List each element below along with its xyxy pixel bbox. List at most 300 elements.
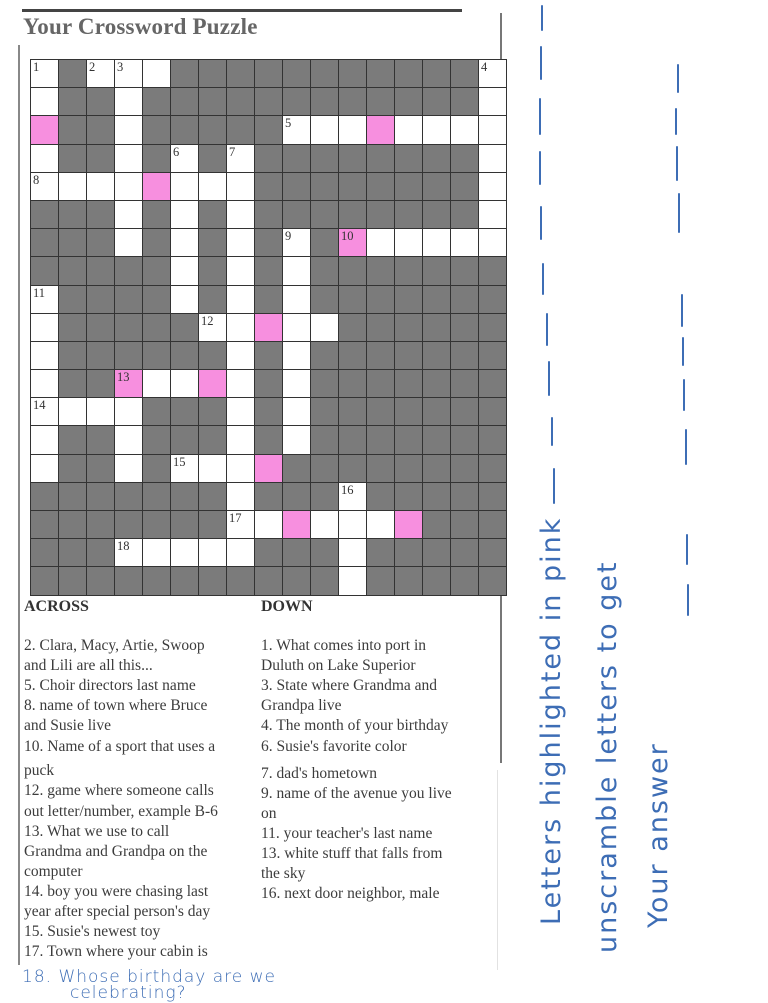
grid-cell-blocked <box>479 567 506 594</box>
answer-blank[interactable] <box>678 193 680 233</box>
grid-cell[interactable] <box>115 173 142 200</box>
grid-cell-blocked <box>367 145 394 172</box>
grid-cell-blocked <box>395 483 422 510</box>
grid-cell-blocked <box>59 342 86 369</box>
grid-cell-blocked <box>451 201 478 228</box>
clue-number: 11 <box>33 285 46 300</box>
grid-cell[interactable] <box>171 455 198 482</box>
grid-cell[interactable] <box>423 116 450 143</box>
across-clue-line: 5. Choir directors last name <box>24 677 196 694</box>
grid-cell-blocked <box>283 60 310 87</box>
clue-number: 3 <box>117 60 124 74</box>
grid-cell[interactable] <box>171 539 198 566</box>
grid-cell-highlighted[interactable] <box>31 116 58 143</box>
grid-cell-blocked <box>227 116 254 143</box>
clue-number: 18 <box>117 539 130 554</box>
grid-cell[interactable] <box>283 342 310 369</box>
grid-cell-blocked <box>311 145 338 172</box>
grid-cell-blocked <box>339 88 366 115</box>
across-clue-line: out letter/number, example B-6 <box>24 803 218 820</box>
grid-cell[interactable] <box>283 229 310 256</box>
grid-cell-blocked <box>199 286 226 313</box>
grid-cell[interactable] <box>115 116 142 143</box>
grid-cell-blocked <box>339 426 366 453</box>
across-clue-line: 17. Town where your cabin is <box>24 943 208 960</box>
grid-cell-blocked <box>423 539 450 566</box>
grid-cell[interactable] <box>115 426 142 453</box>
grid-cell[interactable] <box>199 539 226 566</box>
grid-cell-blocked <box>87 342 114 369</box>
down-clue-line: 13. white stuff that falls from <box>261 845 443 862</box>
grid-cell-highlighted[interactable] <box>339 229 366 256</box>
grid-cell-blocked <box>311 539 338 566</box>
grid-cell[interactable] <box>479 116 506 143</box>
grid-cell-blocked <box>339 60 366 87</box>
grid-cell-blocked <box>143 455 170 482</box>
grid-cell[interactable] <box>339 539 366 566</box>
down-heading: DOWN <box>261 598 313 615</box>
grid-cell-blocked <box>451 539 478 566</box>
answer-blank[interactable] <box>686 534 688 565</box>
across-clue-line: Grandma and Grandpa on the <box>24 843 208 860</box>
grid-cell-blocked <box>367 286 394 313</box>
grid-cell-blocked <box>311 201 338 228</box>
grid-cell[interactable] <box>87 398 114 425</box>
grid-cell-blocked <box>311 88 338 115</box>
grid-cell-blocked <box>255 370 282 397</box>
grid-cell-blocked <box>451 398 478 425</box>
grid-cell-blocked <box>367 426 394 453</box>
grid-cell[interactable] <box>171 201 198 228</box>
grid-cell-blocked <box>143 257 170 284</box>
grid-cell-blocked <box>423 201 450 228</box>
grid-cell-blocked <box>451 511 478 538</box>
grid-cell[interactable] <box>227 201 254 228</box>
grid-cell-blocked <box>339 342 366 369</box>
clue-number: 1 <box>33 60 40 74</box>
answer-blank[interactable] <box>539 98 541 135</box>
grid-cell[interactable] <box>143 60 170 87</box>
grid-cell-blocked <box>199 88 226 115</box>
across-clue-line: and Lili are all this... <box>24 657 153 674</box>
grid-cell-blocked <box>171 426 198 453</box>
grid-cell-blocked <box>395 370 422 397</box>
grid-cell[interactable] <box>227 398 254 425</box>
answer-blank[interactable] <box>542 263 544 295</box>
grid-cell-blocked <box>59 567 86 594</box>
grid-cell-blocked <box>423 257 450 284</box>
answer-blank[interactable] <box>687 584 689 616</box>
grid-cell[interactable] <box>479 60 506 87</box>
grid-cell[interactable] <box>199 173 226 200</box>
grid-cell-blocked <box>59 145 86 172</box>
grid-cell-blocked <box>143 286 170 313</box>
grid-cell-blocked <box>59 229 86 256</box>
grid-cell-blocked <box>59 286 86 313</box>
grid-cell-blocked <box>87 426 114 453</box>
grid-cell-blocked <box>311 229 338 256</box>
grid-cell-blocked <box>31 257 58 284</box>
grid-cell-blocked <box>339 455 366 482</box>
answer-blank[interactable] <box>539 151 541 185</box>
grid-cell-blocked <box>311 370 338 397</box>
page-title: Your Crossword Puzzle <box>23 14 258 39</box>
grid-cell[interactable] <box>31 398 58 425</box>
grid-cell-blocked <box>227 88 254 115</box>
grid-cell[interactable] <box>115 88 142 115</box>
grid-cell-blocked <box>451 426 478 453</box>
grid-cell[interactable] <box>395 116 422 143</box>
grid-cell-blocked <box>87 286 114 313</box>
down-clue-line: Duluth on Lake Superior <box>261 657 416 674</box>
grid-cell-blocked <box>283 455 310 482</box>
grid-cell[interactable] <box>311 314 338 341</box>
grid-cell[interactable] <box>339 116 366 143</box>
grid-cell-blocked <box>143 342 170 369</box>
grid-cell-blocked <box>255 88 282 115</box>
grid-cell-blocked <box>339 286 366 313</box>
grid-cell-blocked <box>199 60 226 87</box>
grid-cell[interactable] <box>31 455 58 482</box>
grid-cell-blocked <box>255 60 282 87</box>
grid-cell-blocked <box>87 229 114 256</box>
grid-cell[interactable] <box>227 257 254 284</box>
grid-cell-blocked <box>283 483 310 510</box>
grid-cell[interactable] <box>255 511 282 538</box>
grid-cell-blocked <box>339 257 366 284</box>
grid-cell-blocked <box>255 257 282 284</box>
grid-cell[interactable] <box>479 88 506 115</box>
grid-cell[interactable] <box>451 116 478 143</box>
grid-cell-blocked <box>339 370 366 397</box>
grid-cell-blocked <box>395 426 422 453</box>
clue-number: 13 <box>117 370 130 385</box>
grid-cell-blocked <box>311 286 338 313</box>
grid-cell[interactable] <box>115 145 142 172</box>
grid-cell-blocked <box>283 539 310 566</box>
grid-cell-blocked <box>199 567 226 594</box>
grid-cell[interactable] <box>367 511 394 538</box>
answer-blank[interactable] <box>551 417 553 446</box>
grid-cell[interactable] <box>59 173 86 200</box>
grid-cell-highlighted[interactable] <box>255 314 282 341</box>
grid-cell-blocked <box>171 511 198 538</box>
down-clue-line: on <box>261 805 277 822</box>
grid-cell[interactable] <box>311 511 338 538</box>
clue-number: 8 <box>33 172 40 187</box>
grid-cell-blocked <box>479 455 506 482</box>
grid-cell[interactable] <box>59 398 86 425</box>
grid-cell-blocked <box>143 511 170 538</box>
grid-cell-blocked <box>367 455 394 482</box>
grid-cell[interactable] <box>227 483 254 510</box>
grid-cell-blocked <box>423 145 450 172</box>
grid-cell[interactable] <box>227 426 254 453</box>
handwritten-clue-18-line2: celebrating? <box>70 983 187 1003</box>
grid-cell-blocked <box>283 201 310 228</box>
grid-cell[interactable] <box>87 173 114 200</box>
grid-cell-blocked <box>59 426 86 453</box>
answer-blank[interactable] <box>676 146 678 181</box>
answer-blank[interactable] <box>675 108 677 135</box>
grid-cell[interactable] <box>479 173 506 200</box>
answer-blank[interactable] <box>682 337 684 366</box>
grid-cell-blocked <box>283 567 310 594</box>
grid-cell-blocked <box>227 60 254 87</box>
down-clue-line: 4. The month of your birthday <box>261 717 449 734</box>
grid-cell-blocked <box>255 229 282 256</box>
left-border-rule <box>18 45 20 965</box>
grid-cell-blocked <box>199 342 226 369</box>
grid-cell[interactable] <box>143 370 170 397</box>
grid-cell-highlighted[interactable] <box>199 370 226 397</box>
grid-cell-blocked <box>479 398 506 425</box>
grid-cell-blocked <box>451 370 478 397</box>
answer-blank[interactable] <box>540 206 542 240</box>
grid-cell-blocked <box>395 314 422 341</box>
grid-cell-blocked <box>143 201 170 228</box>
grid-cell-blocked <box>59 370 86 397</box>
down-clue-line: 7. dad's hometown <box>261 765 378 782</box>
grid-cell-blocked <box>87 539 114 566</box>
grid-cell-highlighted[interactable] <box>143 173 170 200</box>
grid-cell[interactable] <box>479 145 506 172</box>
grid-cell[interactable] <box>283 426 310 453</box>
grid-cell-blocked <box>31 539 58 566</box>
grid-cell-blocked <box>87 567 114 594</box>
grid-cell[interactable] <box>227 342 254 369</box>
grid-cell-blocked <box>199 201 226 228</box>
grid-cell[interactable] <box>227 173 254 200</box>
grid-cell[interactable] <box>143 539 170 566</box>
grid-cell-blocked <box>283 145 310 172</box>
grid-cell[interactable] <box>115 229 142 256</box>
grid-cell-blocked <box>255 173 282 200</box>
down-clue-line: the sky <box>261 865 306 882</box>
answer-blank[interactable] <box>685 429 687 465</box>
grid-cell-blocked <box>339 314 366 341</box>
grid-cell-blocked <box>59 455 86 482</box>
grid-cell-blocked <box>143 567 170 594</box>
answer-blank[interactable] <box>546 313 548 346</box>
grid-cell-blocked <box>59 201 86 228</box>
grid-cell[interactable] <box>31 60 58 87</box>
grid-cell[interactable] <box>423 229 450 256</box>
grid-cell-blocked <box>87 483 114 510</box>
clue-number: 5 <box>285 116 292 131</box>
grid-cell-highlighted[interactable] <box>283 511 310 538</box>
grid-cell-blocked <box>31 567 58 594</box>
grid-cell[interactable] <box>227 145 254 172</box>
grid-cell[interactable] <box>87 60 114 87</box>
grid-cell-blocked <box>59 116 86 143</box>
clue-number: 9 <box>285 229 292 244</box>
grid-cell-blocked <box>171 116 198 143</box>
grid-cell-blocked <box>199 483 226 510</box>
grid-cell-blocked <box>395 173 422 200</box>
grid-cell-blocked <box>367 314 394 341</box>
grid-cell[interactable] <box>31 173 58 200</box>
grid-cell-blocked <box>59 314 86 341</box>
grid-cell[interactable] <box>283 116 310 143</box>
grid-cell[interactable] <box>31 286 58 313</box>
grid-cell-blocked <box>395 539 422 566</box>
grid-cell-blocked <box>451 257 478 284</box>
grid-cell-blocked <box>143 398 170 425</box>
clue-number: 6 <box>173 144 180 159</box>
grid-cell[interactable] <box>227 511 254 538</box>
answer-blank[interactable] <box>540 46 542 80</box>
grid-cell[interactable] <box>283 286 310 313</box>
down-clue-line: 11. your teacher's last name <box>261 825 433 842</box>
grid-cell[interactable] <box>339 567 366 594</box>
instruction-line-1: Letters highlighted in pink <box>536 516 567 925</box>
across-clue-line: 2. Clara, Macy, Artie, Swoop <box>24 637 205 654</box>
grid-cell[interactable] <box>115 201 142 228</box>
clue-number: 17 <box>229 511 242 525</box>
answer-blank[interactable] <box>541 5 543 31</box>
grid-cell-blocked <box>283 173 310 200</box>
grid-cell[interactable] <box>199 455 226 482</box>
grid-cell-blocked <box>199 145 226 172</box>
grid-cell-blocked <box>311 455 338 482</box>
grid-cell-blocked <box>143 88 170 115</box>
clue-number: 16 <box>341 482 354 497</box>
grid-cell-blocked <box>59 511 86 538</box>
grid-cell-blocked <box>171 314 198 341</box>
grid-cell[interactable] <box>479 229 506 256</box>
answer-blank[interactable] <box>681 294 683 327</box>
grid-cell[interactable] <box>339 511 366 538</box>
grid-cell[interactable] <box>31 314 58 341</box>
grid-cell[interactable] <box>227 370 254 397</box>
grid-cell-blocked <box>423 426 450 453</box>
instruction-line-2: unscramble letters to get <box>592 560 623 953</box>
grid-cell[interactable] <box>115 398 142 425</box>
grid-cell-blocked <box>227 567 254 594</box>
grid-cell-blocked <box>367 483 394 510</box>
grid-cell[interactable] <box>227 539 254 566</box>
grid-cell-blocked <box>451 314 478 341</box>
grid-cell[interactable] <box>171 173 198 200</box>
grid-cell[interactable] <box>283 314 310 341</box>
grid-cell-blocked <box>255 342 282 369</box>
grid-cell[interactable] <box>115 60 142 87</box>
across-clue-line: 12. game where someone calls <box>24 782 214 799</box>
grid-cell-blocked <box>255 145 282 172</box>
grid-cell-blocked <box>87 370 114 397</box>
right-border-rule-faint <box>497 770 498 970</box>
across-clue-line: 8. name of town where Bruce <box>24 697 208 714</box>
grid-cell[interactable] <box>339 483 366 510</box>
grid-cell[interactable] <box>31 426 58 453</box>
grid-cell[interactable] <box>171 257 198 284</box>
grid-cell-blocked <box>395 455 422 482</box>
grid-cell[interactable] <box>171 286 198 313</box>
answer-blank[interactable] <box>553 468 555 504</box>
grid-cell[interactable] <box>31 370 58 397</box>
grid-cell-blocked <box>479 483 506 510</box>
answer-blank[interactable] <box>683 379 685 411</box>
grid-cell-blocked <box>59 539 86 566</box>
grid-cell[interactable] <box>283 257 310 284</box>
grid-cell-blocked <box>87 257 114 284</box>
grid-cell-blocked <box>311 483 338 510</box>
grid-cell-blocked <box>255 539 282 566</box>
grid-cell-blocked <box>255 567 282 594</box>
grid-cell-blocked <box>199 511 226 538</box>
grid-cell-blocked <box>87 88 114 115</box>
grid-cell-blocked <box>87 116 114 143</box>
down-clue-line: Grandpa live <box>261 697 342 714</box>
grid-cell[interactable] <box>479 201 506 228</box>
grid-cell[interactable] <box>227 286 254 313</box>
grid-cell-blocked <box>423 398 450 425</box>
grid-cell-blocked <box>255 426 282 453</box>
answer-blank[interactable] <box>548 361 550 396</box>
grid-cell[interactable] <box>115 539 142 566</box>
grid-cell-blocked <box>395 201 422 228</box>
grid-cell-blocked <box>283 88 310 115</box>
grid-cell[interactable] <box>171 370 198 397</box>
grid-cell-blocked <box>395 286 422 313</box>
grid-cell[interactable] <box>227 455 254 482</box>
grid-cell[interactable] <box>451 229 478 256</box>
grid-cell[interactable] <box>311 116 338 143</box>
grid-cell-blocked <box>479 370 506 397</box>
grid-cell[interactable] <box>31 342 58 369</box>
grid-cell[interactable] <box>171 229 198 256</box>
across-clue-line: 10. Name of a sport that uses a <box>24 738 216 755</box>
grid-cell[interactable] <box>31 145 58 172</box>
grid-cell[interactable] <box>31 88 58 115</box>
instruction-line-3: Your answer <box>643 742 674 928</box>
grid-cell-highlighted[interactable] <box>115 370 142 397</box>
grid-cell[interactable] <box>395 229 422 256</box>
grid-cell[interactable] <box>367 229 394 256</box>
answer-blank[interactable] <box>677 64 679 93</box>
grid-cell[interactable] <box>115 455 142 482</box>
grid-cell-blocked <box>171 60 198 87</box>
grid-cell-highlighted[interactable] <box>367 116 394 143</box>
grid-cell-highlighted[interactable] <box>255 455 282 482</box>
grid-cell-blocked <box>115 314 142 341</box>
grid-cell-blocked <box>423 314 450 341</box>
grid-cell[interactable] <box>171 145 198 172</box>
grid-cell[interactable] <box>283 370 310 397</box>
grid-cell-blocked <box>451 145 478 172</box>
grid-cell-blocked <box>31 511 58 538</box>
grid-cell-blocked <box>395 342 422 369</box>
grid-cell-blocked <box>367 398 394 425</box>
grid-cell-blocked <box>255 116 282 143</box>
grid-cell[interactable] <box>227 314 254 341</box>
grid-cell-highlighted[interactable] <box>395 511 422 538</box>
grid-cell[interactable] <box>199 314 226 341</box>
grid-cell-blocked <box>339 145 366 172</box>
grid-cell-blocked <box>255 286 282 313</box>
grid-cell[interactable] <box>227 229 254 256</box>
across-clue-line: puck <box>24 762 55 779</box>
grid-cell-blocked <box>59 60 86 87</box>
across-heading: ACROSS <box>24 598 89 615</box>
across-clue-line: and Susie live <box>24 717 111 734</box>
grid-cell-blocked <box>143 145 170 172</box>
grid-cell-blocked <box>423 60 450 87</box>
grid-cell[interactable] <box>283 398 310 425</box>
grid-cell-blocked <box>423 511 450 538</box>
grid-cell-blocked <box>367 88 394 115</box>
